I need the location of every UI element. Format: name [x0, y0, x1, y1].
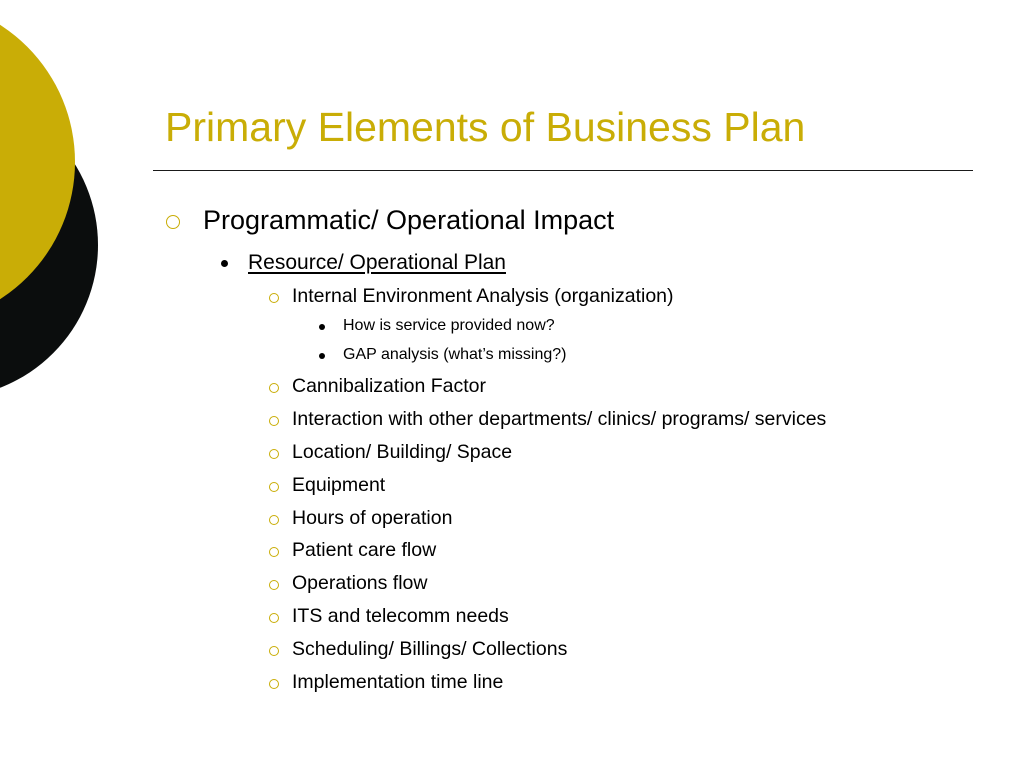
- outline-level3-item: [292, 443, 512, 463]
- hollow-circle-icon: [269, 383, 279, 393]
- level3-text: Hours of operation: [292, 507, 453, 529]
- hollow-circle-icon: [269, 646, 279, 656]
- hollow-circle-icon: [269, 416, 279, 426]
- outline-level3-item: [292, 607, 509, 627]
- level3-text: Equipment: [292, 474, 386, 496]
- hollow-circle-icon: [269, 449, 279, 459]
- hollow-circle-icon: [269, 679, 279, 689]
- outline-level3-item: [292, 287, 674, 307]
- filled-dot-icon: [319, 324, 325, 330]
- hollow-circle-icon: [269, 580, 279, 590]
- level3-text: Internal Environment Analysis (organization): [292, 285, 674, 307]
- hollow-circle-icon: [166, 215, 180, 229]
- level3-text: Scheduling/ Billings/ Collections: [292, 638, 568, 660]
- hollow-circle-icon: [269, 482, 279, 492]
- level3-text: Operations flow: [292, 572, 428, 594]
- hollow-circle-icon: [269, 547, 279, 557]
- outline-level4-item: [343, 347, 567, 363]
- decorative-circles: [0, 0, 120, 420]
- level3-text: ITS and telecomm needs: [292, 605, 509, 627]
- outline-level1-item: [203, 207, 614, 234]
- outline-level3-item: [292, 377, 486, 397]
- outline-level3-item: [292, 640, 567, 660]
- level4-text: GAP analysis (what’s missing?): [343, 346, 567, 363]
- outline-level3-item: [292, 673, 503, 693]
- outline-level2-item: [248, 252, 506, 273]
- outline-level3-item: [292, 476, 385, 496]
- level3-text: Cannibalization Factor: [292, 375, 487, 397]
- hollow-circle-icon: [269, 293, 279, 303]
- filled-dot-icon: [221, 260, 228, 267]
- level2-text: Resource/ Operational Plan: [248, 251, 506, 274]
- filled-dot-icon: [319, 353, 325, 359]
- level4-text: How is service provided now?: [343, 317, 555, 334]
- level3-text: Patient care flow: [292, 539, 437, 561]
- level3-text: Interaction with other departments/ clinics/ programs/ services: [292, 408, 827, 430]
- outline-level3-item: [292, 410, 826, 430]
- level3-text: Implementation time line: [292, 671, 504, 693]
- outline-level4-item: [343, 318, 555, 334]
- outline-level3-item: [292, 509, 452, 529]
- outline-level3-item: [292, 574, 427, 594]
- hollow-circle-icon: [269, 515, 279, 525]
- level3-text: Location/ Building/ Space: [292, 441, 513, 463]
- level1-text: Programmatic/ Operational Impact: [203, 205, 615, 235]
- outline-level3-item: [292, 541, 436, 561]
- hollow-circle-icon: [269, 613, 279, 623]
- title-divider: [153, 170, 973, 171]
- slide-title: Primary Elements of Business Plan: [165, 104, 806, 150]
